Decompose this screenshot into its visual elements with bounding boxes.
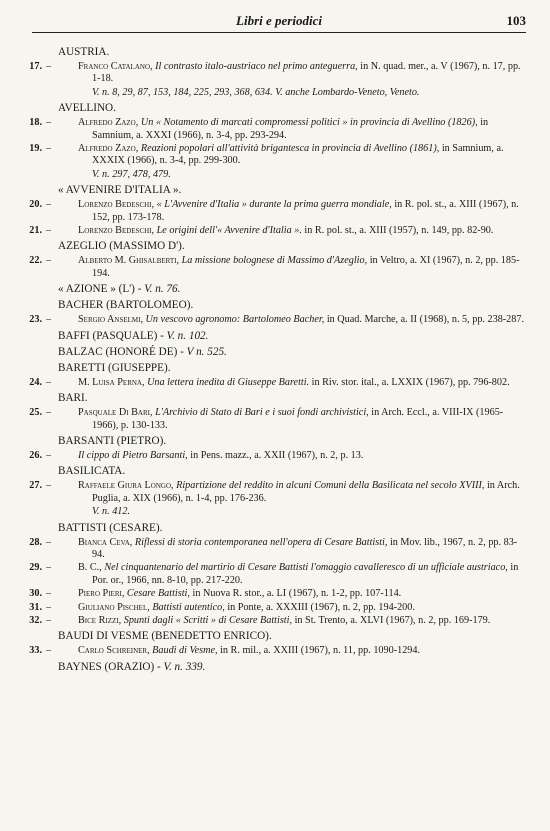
entry-author: Piero Pieri,	[78, 588, 125, 600]
entry-number: 17.	[29, 61, 42, 72]
section-heading-text: BARSANTI (PIETRO).	[58, 434, 167, 447]
entry-number: 31.	[29, 601, 42, 613]
entry-dash: –	[46, 199, 52, 211]
bibliography-entry	[22, 450, 526, 462]
entry-citation: in Arch. Puglia, a. XIX (1966), n. 1-4, pp. 176-236.	[92, 480, 520, 504]
entry-citation: in N. quad. mer., a. V (1967), n. 17, pp. 1-18.	[92, 61, 521, 85]
entry-title: Nel cinquantenario del martirio di Cesare Battisti l'omaggio cavalleresco di un ufficiale austriaco,	[104, 562, 508, 574]
entry-citation: in Samnium, a. XXXI (1966), n. 3-4, pp. 293-294.	[92, 117, 489, 141]
entry-title: Battisti autentico,	[152, 601, 225, 613]
entry-author: Giuliano Pischel,	[78, 601, 150, 613]
bibliography-entry	[22, 645, 526, 657]
section-heading-text: BASILICATA.	[58, 465, 126, 478]
bibliography-entry	[22, 537, 526, 562]
bibliography-entry	[22, 407, 526, 432]
bibliography-entry	[22, 117, 526, 142]
section-heading-text: « AVVENIRE D'ITALIA ».	[58, 184, 182, 197]
entry-dash: –	[46, 645, 52, 657]
entry-title: Riflessi di storia contemporanea nell'opera di Cesare Battisti,	[134, 536, 388, 548]
bibliography-entry	[22, 61, 526, 86]
entry-title: Le origini dell'« Avvenire d'Italia ».	[156, 225, 302, 237]
entry-dash: –	[46, 614, 52, 626]
entry-dash: –	[46, 314, 52, 326]
bibliography-entry	[22, 480, 526, 505]
section-heading-text: BAYNES (ORAZIO)	[58, 660, 155, 673]
bibliography-entry	[22, 314, 526, 326]
section-heading	[22, 102, 526, 115]
see-also: V. n. 412.	[92, 506, 131, 518]
bibliography-entry	[22, 143, 526, 168]
entry-text	[78, 255, 526, 280]
entry-dash: –	[46, 588, 52, 600]
section-heading	[22, 346, 526, 359]
entry-author: Lorenzo Bedeschi,	[78, 199, 155, 211]
entry-citation: in Riv. stor. ital., a. LXXIX (1967), pp. 796-802.	[311, 376, 510, 388]
entry-number: 21.	[29, 225, 42, 237]
entry-title: « L'Avvenire d'Italia » durante la prima guerra mondiale,	[156, 199, 392, 211]
entry-title: Cesare Battisti,	[126, 588, 190, 600]
entry-citation: in R. pol. st., a. XIII (1957), n. 149, pp. 82-90.	[304, 225, 494, 237]
entry-citation: in Veltro, a. XI (1967), n. 2, pp. 185-194.	[92, 255, 520, 279]
entry-title: Il contrasto italo-austriaco nel primo anteguerra,	[155, 61, 358, 72]
entry-dash: –	[46, 143, 52, 155]
entry-number: 25.	[29, 407, 42, 419]
entry-author: Bice Rizzi,	[78, 614, 122, 626]
entry-number: 28.	[29, 536, 42, 548]
cross-reference: - V. n. 102.	[160, 329, 209, 342]
section-heading	[22, 362, 526, 375]
entry-text	[78, 450, 526, 462]
entry-dash: –	[46, 255, 52, 267]
running-header	[32, 14, 526, 33]
entry-title: Reazioni popolari all'attività brigantesca in provincia di Avellino (1861),	[140, 143, 440, 155]
section-heading-text: BAUDI DI VESME (BENEDETTO ENRICO).	[58, 630, 272, 643]
section-heading	[22, 240, 526, 253]
entry-author: B. C.,	[78, 562, 102, 574]
entry-title: Una lettera inedita di Giuseppe Baretti.	[147, 376, 310, 388]
entry-author: Franco Catalano,	[78, 61, 153, 72]
section-heading-text: AUSTRIA.	[58, 46, 110, 58]
entry-number: 26.	[29, 449, 42, 461]
entry-number: 23.	[29, 314, 42, 326]
entry-author: M. Luisa Perna,	[78, 376, 145, 388]
entry-number: 30.	[29, 588, 42, 600]
entry-dash: –	[46, 536, 52, 548]
bibliography-entry	[22, 602, 526, 614]
entry-citation: in Pens. mazz., a. XXII (1967), n. 2, p. 13.	[190, 449, 364, 461]
section-heading	[22, 465, 526, 478]
entry-text	[78, 407, 526, 432]
entry-citation: in Nuova R. stor., a. LI (1967), n. 1-2, pp. 107-114.	[192, 588, 402, 600]
section-heading	[22, 46, 526, 59]
entry-citation: in St. Trento, a. XLVI (1967), n. 2, pp. 169-179.	[294, 614, 491, 626]
entry-title: Baudi di Vesme,	[152, 645, 218, 657]
section-heading-text: « AZIONE » (L')	[58, 283, 135, 296]
entry-author: Pasquale Di Bari,	[78, 407, 153, 419]
entry-number: 27.	[29, 480, 42, 492]
entry-title: La missione bolognese di Massimo d'Azeglio,	[181, 255, 368, 267]
entry-text	[78, 602, 526, 614]
entry-author: Alfredo Zazo,	[78, 143, 139, 155]
page-number: 103	[506, 13, 526, 28]
cross-reference: - V. n. 339.	[157, 660, 206, 673]
section-heading-text: BALZAC (HONORÉ DE)	[58, 345, 178, 358]
bibliography-entry	[22, 199, 526, 224]
entry-citation: in R. mil., a. XXIII (1967), n. 11, pp. 1090-1294.	[220, 645, 421, 657]
section-heading-text: BACHER (BARTOLOMEO).	[58, 299, 194, 312]
entry-text	[78, 537, 526, 562]
entry-title: Un vescovo agronomo: Bartolomeo Bacher,	[145, 314, 325, 326]
entry-text	[78, 588, 526, 600]
entry-text	[78, 143, 526, 168]
section-heading-text: BARETTI (GIUSEPPE).	[58, 361, 171, 374]
entry-author: Lorenzo Bedeschi,	[78, 225, 155, 237]
entry-dash: –	[46, 562, 52, 574]
entry-dash: –	[46, 480, 52, 492]
entry-dash: –	[46, 61, 52, 72]
entry-dash: –	[46, 225, 52, 237]
entry-title: Un « Notamento di marcati compromessi politici » in provincia di Avellino (1826),	[140, 117, 478, 129]
entry-text	[78, 61, 526, 86]
cross-reference: - V. n. 76.	[137, 283, 181, 296]
entry-dash: –	[46, 376, 52, 388]
entry-number: 20.	[29, 199, 42, 211]
entry-text	[78, 645, 526, 657]
entry-citation: in Samnium, a. XXXIX (1966), n. 3-4, pp. 299-300.	[92, 143, 504, 167]
bibliography-body	[22, 43, 526, 676]
section-heading	[22, 392, 526, 405]
bibliography-entry	[22, 377, 526, 389]
entry-title: Spunti dagli « Scritti » di Cesare Battisti,	[123, 614, 293, 626]
entry-number: 22.	[29, 255, 42, 267]
entry-text	[78, 314, 526, 326]
cross-reference: - V n. 525.	[180, 345, 227, 358]
entry-author: Raffaele Giura Longo,	[78, 480, 174, 492]
entry-citation: in Ponte, a. XXXIII (1967), n. 2, pp. 194-200.	[227, 601, 415, 613]
section-heading	[22, 435, 526, 448]
entry-text	[78, 615, 526, 627]
entry-dash: –	[46, 407, 52, 419]
entry-text	[78, 562, 526, 587]
section-heading-text: AZEGLIO (MASSIMO D').	[58, 240, 185, 253]
entry-text	[78, 480, 526, 505]
bibliography-entry	[22, 255, 526, 280]
entry-title: Il cippo di Pietro Barsanti,	[78, 449, 188, 461]
entry-citation: in Quad. Marche, a. II (1968), n. 5, pp. 238-287.	[326, 314, 525, 326]
entry-citation: in Arch. Eccl., a. VIII-IX (1965-1966), p. 130-133.	[92, 407, 504, 431]
entry-number: 24.	[29, 376, 42, 388]
entry-author: Alberto M. Ghisalberti,	[78, 255, 180, 267]
entry-number: 29.	[29, 562, 42, 574]
section-heading	[22, 661, 526, 674]
entry-author: Carlo Schreiner,	[78, 645, 150, 657]
entry-citation: in Mov. lib., 1967, n. 2, pp. 83-94.	[92, 536, 518, 560]
entry-author: Alfredo Zazo,	[78, 117, 139, 129]
entry-title: Ripartizione del reddito in alcuni Comuni della Basilicata nel secolo XVIII,	[176, 480, 485, 492]
section-heading	[22, 184, 526, 197]
section-heading-text: BARI.	[58, 392, 88, 405]
entry-text	[78, 377, 526, 389]
section-heading-text: BATTISTI (CESARE).	[58, 521, 163, 534]
entry-text	[78, 117, 526, 142]
section-heading-text: AVELLINO.	[58, 102, 116, 115]
section-heading	[22, 630, 526, 643]
entry-number: 33.	[29, 645, 42, 657]
section-heading-text: BAFFI (PASQUALE)	[58, 329, 158, 342]
entry-dash: –	[46, 117, 52, 129]
see-also: V. n. 297, 478, 479.	[92, 168, 171, 180]
section-heading	[22, 522, 526, 535]
entry-citation: in Por. or., 1966, nn. 8-10, pp. 217-220.	[92, 562, 519, 586]
section-heading	[22, 283, 526, 296]
bibliography-entry	[22, 615, 526, 627]
entry-number: 18.	[29, 117, 42, 129]
running-title: Libri e periodici	[236, 13, 322, 28]
entry-text	[78, 199, 526, 224]
entry-dash: –	[46, 601, 52, 613]
section-heading	[22, 330, 526, 343]
entry-citation: in R. pol. st., a. XIII (1967), n. 152, pp. 173-178.	[92, 199, 519, 223]
entry-text	[78, 225, 526, 237]
entry-number: 19.	[29, 143, 42, 155]
entry-dash: –	[46, 449, 52, 461]
entry-title: L'Archivio di Stato di Bari e i suoi fondi archivistici,	[155, 407, 369, 419]
bibliography-entry	[22, 588, 526, 600]
section-heading	[22, 299, 526, 312]
entry-author: Sergio Anselmi,	[78, 314, 143, 326]
bibliography-entry	[22, 225, 526, 237]
entry-author: Bianca Ceva,	[78, 536, 133, 548]
entry-number: 32.	[29, 614, 42, 626]
see-also: V. n. 8, 29, 87, 153, 184, 225, 293, 368, 634. V. anche Lombardo-Veneto, Veneto.	[92, 86, 420, 98]
bibliography-entry	[22, 562, 526, 587]
